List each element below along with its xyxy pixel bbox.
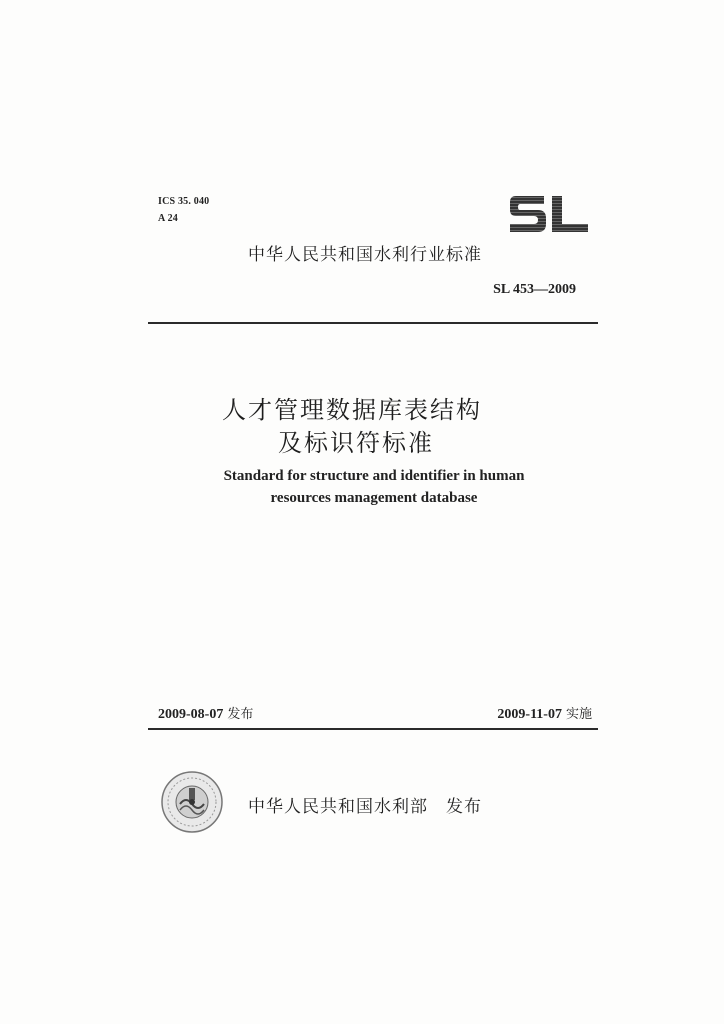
top-divider: [148, 322, 598, 324]
title-english-line-2: resources management database: [270, 490, 478, 506]
publisher-line: [248, 792, 482, 817]
standard-number: SL 453—2009: [493, 282, 576, 297]
issue-date: 2009-08-07: [158, 707, 224, 722]
standard-category: 中华人民共和国水利行业标准: [248, 245, 482, 265]
title-chinese-line-2: 及标识符标准: [278, 429, 434, 457]
issue-date-block: [158, 703, 253, 723]
issue-label: 发布: [227, 707, 254, 722]
implementation-date: 2009-11-07: [497, 707, 562, 722]
publisher-name: 中华人民共和国水利部: [248, 797, 428, 817]
title-chinese-line-1: 人才管理数据库表结构: [222, 396, 482, 424]
ccs-code: A 24: [158, 213, 178, 224]
title-english-line-1: Standard for structure and identifier in human: [223, 468, 525, 484]
ics-code: ICS 35. 040: [158, 196, 210, 207]
publisher-action: 发布: [446, 797, 482, 817]
implementation-date-block: [497, 703, 592, 723]
implementation-label: 实施: [565, 707, 592, 722]
bottom-divider: [148, 728, 598, 730]
sl-logo-icon: [506, 190, 590, 238]
ministry-seal-icon: [160, 770, 224, 834]
